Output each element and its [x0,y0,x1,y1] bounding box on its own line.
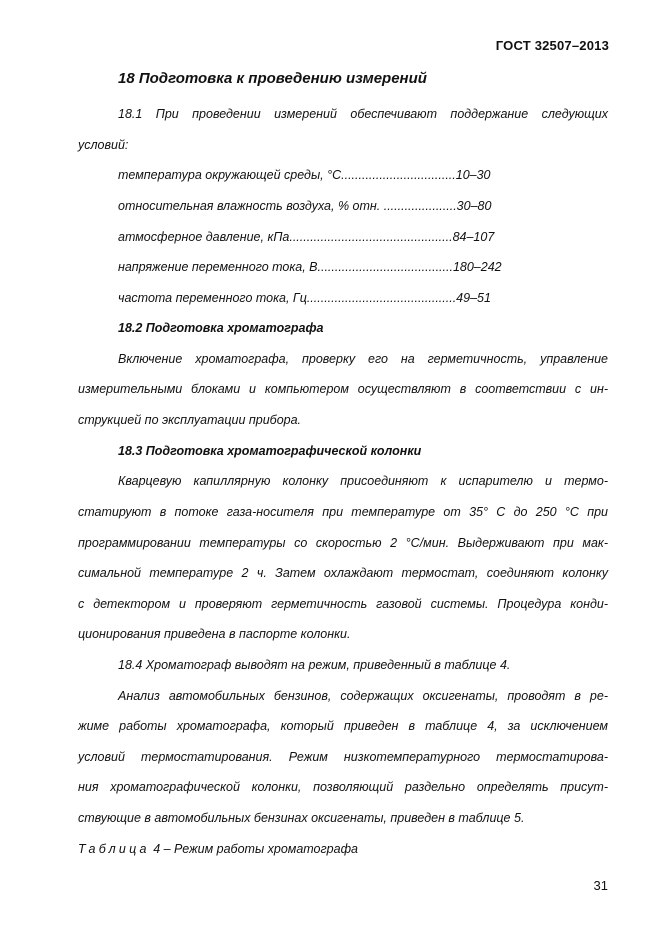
analysis-line-2: жиме работы хроматографа, который приведен в таблице 4, за исключением [78,719,608,733]
analysis-line-5: ствующие в автомобильных бензинах оксигенаты, приведен в таблице 5. [78,811,525,825]
analysis-line-1: Анализ автомобильных бензинов, содержащих оксигенаты, проводят в ре- [118,689,608,703]
subsection-18-2-line-2: измерительными блоками и компьютером осуществляют в соответствии с ин- [78,382,608,396]
subsection-18-2-heading: 18.2 Подготовка хроматографа [118,321,324,335]
subsection-18-3-line-6: ционирования приведена в паспорте колонки. [78,627,351,641]
subsection-18-3-heading: 18.3 Подготовка хроматографической колонки [118,444,422,458]
standard-header: ГОСТ 32507–2013 [495,38,609,53]
subsection-18-3-line-2: статируют в потоке газа-носителя при температуре от 35° С до 250 °С при [78,505,608,519]
subsection-18-2-line-3: струкцией по эксплуатации прибора. [78,413,302,427]
condition-voltage: напряжение переменного тока, В.......................................180–242 [118,260,502,274]
table-caption-text: 4 – Режим работы хроматографа [149,842,358,856]
analysis-line-3: условий термостатирования. Режим низкотемпературного термостатирова- [78,750,608,764]
condition-frequency: частота переменного тока, Гц...........................................49–51 [118,291,491,305]
table-caption-word: Таблица [78,842,150,856]
page-number: 31 [593,878,608,893]
condition-pressure: атмосферное давление, кПа...............................................84–107 [118,230,495,244]
paragraph-18-4-line-1: 18.4 Хроматограф выводят на режим, приведенный в таблице 4. [118,658,511,672]
paragraph-18-1-line-2: условий: [78,138,129,152]
subsection-18-3-line-4: симальной температуре 2 ч. Затем охлаждают термостат, соединяют колонку [78,566,608,580]
condition-temperature: температура окружающей среды, °С.................................10–30 [118,168,491,182]
table-caption [78,841,358,857]
paragraph-18-1-line-1: 18.1 При проведении измерений обеспечивают поддержание следующих [118,107,608,121]
analysis-line-4: ния хроматографической колонки, позволяющий раздельно определять присут- [78,780,608,794]
section-title: 18 Подготовка к проведению измерений [118,70,427,87]
subsection-18-3-line-1: Кварцевую капиллярную колонку присоединяют к испарителю и термо- [118,474,608,488]
subsection-18-3-line-3: программировании температуры со скоростью 2 °С/мин. Выдерживают при мак- [78,536,608,550]
subsection-18-3-line-5: с детектором и проверяют герметичность газовой системы. Процедура конди- [78,597,608,611]
subsection-18-2-line-1: Включение хроматографа, проверку его на герметичность, управление [118,352,608,366]
condition-humidity: относительная влажность воздуха, % отн. .....................30–80 [118,199,492,213]
